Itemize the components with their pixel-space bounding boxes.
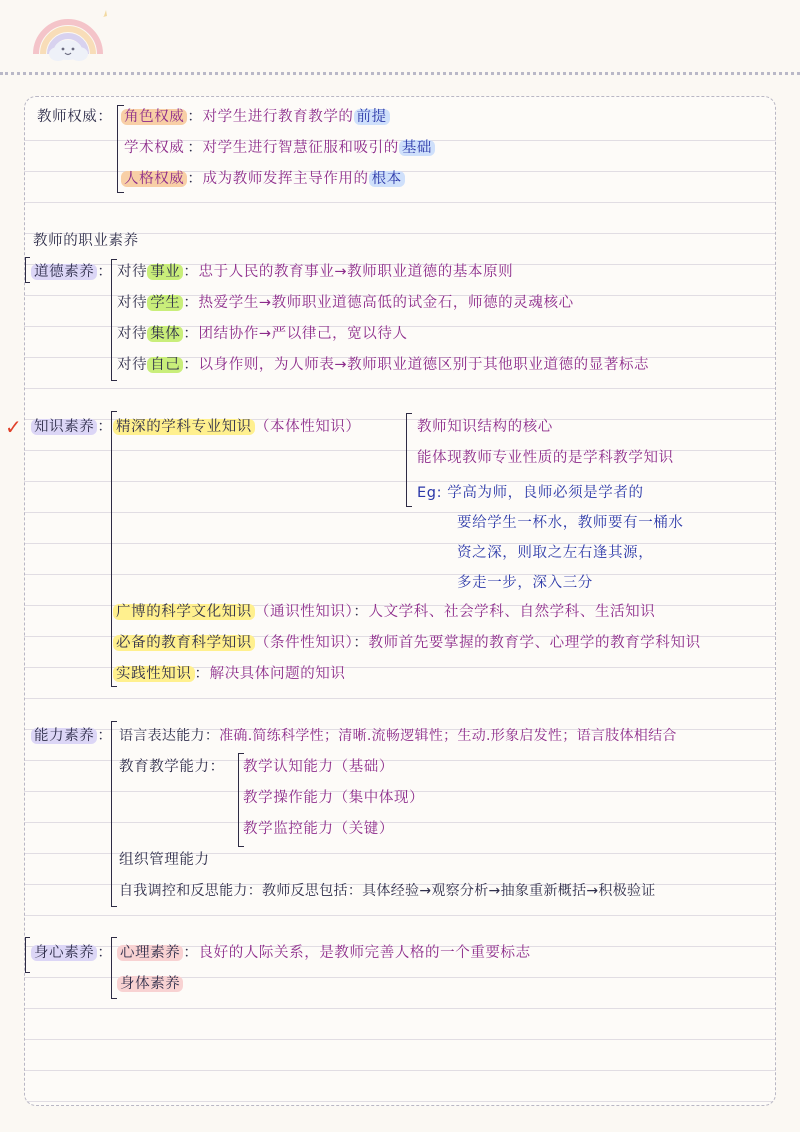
teaching-sub: 教学操作能力（集中体现） — [243, 790, 425, 806]
subject-example-line: 资之深，则取之左右逢其源， — [457, 545, 654, 561]
rainbow-cloud-icon — [22, 6, 114, 66]
section-title: 教师的职业素养 — [33, 233, 139, 249]
knowledge-education: 必备的教育科学知识 （条件性知识）：教师首先要掌握的教育学、心理学的教育学科知识 — [113, 633, 701, 653]
teaching-sub: 教学认知能力（基础） — [243, 759, 394, 775]
ability-label: 能力素养 ： — [31, 726, 113, 746]
body-mind-side-bracket — [25, 937, 30, 973]
knowledge-practice: 实践性知识 ：解决具体问题的知识 — [113, 664, 346, 684]
authority-item: 学术权威 ：对学生进行智慧征服和吸引的 基础 — [121, 138, 435, 158]
moral-item: 对待 学生 ：热爱学生→教师职业道德高低的试金石，师德的灵魂核心 — [117, 295, 574, 311]
subject-example: Eg: 学高为师，良师必须是学者的 — [417, 485, 644, 501]
body-mind-label: 身心素养 ： — [31, 943, 113, 963]
ability-teaching: 教育教学能力： — [119, 759, 225, 775]
moral-item: 对待 自己 ：以身作则，为人师表→教师职业道德区别于其他职业道德的显著标志 — [117, 357, 650, 373]
authority-item: 人格权威 ：成为教师发挥主导作用的 根本 — [121, 169, 405, 189]
ability-self: 自我调控和反思能力：教师反思包括：具体经验→观察分析→抽象重新概括→积极验证 — [119, 883, 656, 899]
dotted-divider — [0, 72, 800, 75]
subject-example-line: 要给学生一杯水，教师要有一桶水 — [457, 515, 684, 531]
teaching-sub: 教学监控能力（关键） — [243, 821, 394, 837]
knowledge-science: 广博的科学文化知识 （通识性知识）：人文学科、社会学科、自然学科、生活知识 — [113, 602, 655, 622]
ability-bracket — [111, 721, 117, 907]
body-mind-psych: 心理素养 ：良好的人际关系，是教师完善人格的一个重要标志 — [117, 943, 531, 963]
ability-org: 组织管理能力 — [119, 852, 210, 868]
subject-example-line: 多走一步，深入三分 — [457, 575, 593, 591]
check-mark-icon: ✓ — [5, 415, 22, 439]
body-mind-physical: 身体素养 — [117, 974, 183, 994]
notebook-page — [5, 96, 776, 1106]
ability-language: 语言表达能力：准确.简练科学性；清晰.流畅逻辑性；生动.形象启发性；语言肢体相结合 — [119, 728, 677, 744]
authority-label: 教师权威： — [37, 109, 113, 125]
authority-item: 角色权威 ：对学生进行教育教学的 前提 — [121, 107, 390, 127]
subject-note: 教师知识结构的核心 — [417, 419, 553, 435]
moral-side-bracket — [25, 257, 30, 283]
knowledge-label: 知识素养 ： — [31, 417, 113, 437]
moral-label: 道德素养 ： — [31, 262, 113, 282]
moral-item: 对待 集体 ：团结协作→严以律己，宽以待人 — [117, 326, 408, 342]
moral-item: 对待 事业 ：忠于人民的教育事业→教师职业道德的基本原则 — [117, 264, 514, 280]
knowledge-subject: 精深的学科专业知识 （本体性知识） — [113, 417, 361, 437]
subject-bracket — [406, 413, 412, 507]
subject-note: 能体现教师专业性质的是学科教学知识 — [417, 450, 674, 466]
